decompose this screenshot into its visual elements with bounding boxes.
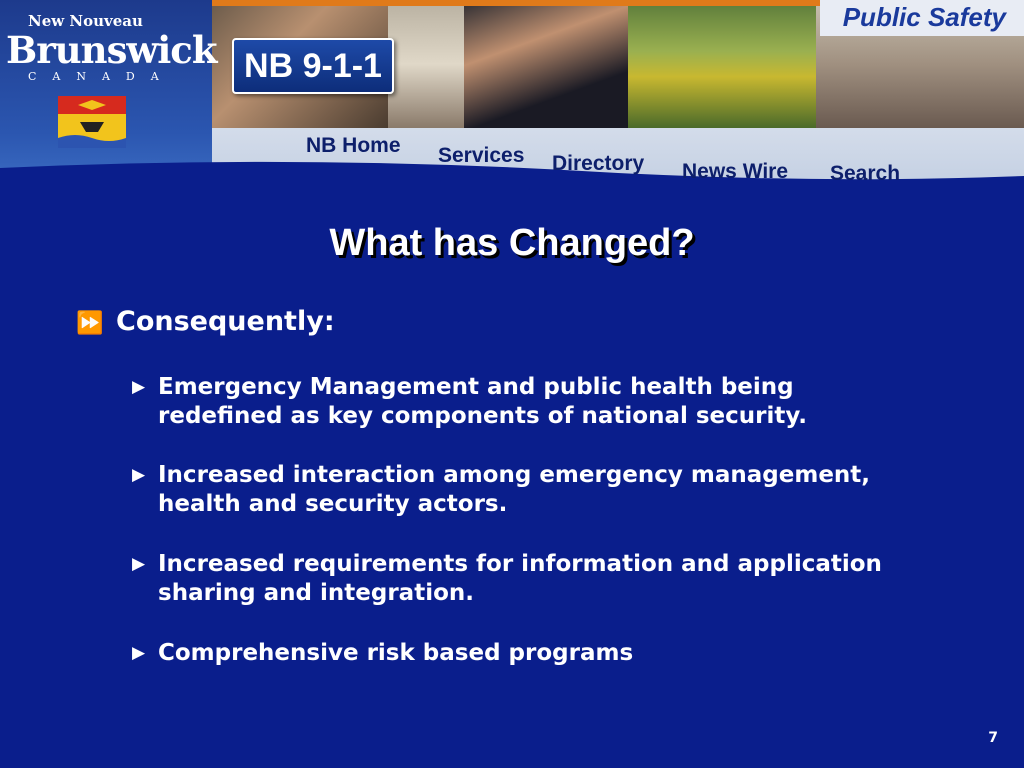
main-nav [212, 128, 1024, 190]
nav-services[interactable]: Services [438, 144, 525, 167]
nav-news-wire[interactable]: News Wire [682, 160, 789, 183]
lead-bullet [76, 306, 335, 337]
triangle-bullet-icon: ▶ [132, 465, 146, 485]
header-banner [0, 0, 1024, 190]
nav-nb-home[interactable]: NB Home [306, 134, 401, 157]
nb911-badge: NB 9-1-1 [232, 38, 394, 94]
sub-bullet [132, 639, 892, 668]
nav-search[interactable]: Search [830, 162, 901, 185]
slide-title: What has Changed? [329, 222, 695, 264]
logo-main-text: Brunswick [6, 28, 217, 72]
triangle-bullet-icon: ▶ [132, 554, 146, 574]
triangle-bullet-icon: ▶ [132, 643, 146, 663]
photo-office [388, 0, 464, 128]
sub-bullet [132, 373, 892, 431]
page-number: 7 [988, 730, 998, 746]
photo-officer [464, 0, 628, 128]
section-title: Public Safety [842, 2, 1006, 32]
photo-firefighters [628, 0, 816, 128]
logo-country-text: CANADA [28, 70, 175, 83]
double-arrow-icon: ⏩ [76, 311, 104, 336]
lead-text: Consequently: [116, 306, 335, 337]
logo-top-text: New Nouveau [28, 12, 143, 30]
bullet-text: Emergency Management and public health being redefined as key components of national security. [158, 374, 808, 429]
triangle-bullet-icon: ▶ [132, 377, 146, 397]
sub-bullet [132, 550, 892, 608]
bullet-text: Comprehensive risk based programs [158, 640, 634, 666]
bullet-text: Increased interaction among emergency management, health and security actors. [158, 462, 871, 517]
provincial-flag-icon [58, 96, 126, 148]
nav-directory[interactable]: Directory [552, 152, 645, 175]
sub-bullet [132, 461, 892, 519]
bullet-text: Increased requirements for information and application sharing and integration. [158, 551, 882, 606]
